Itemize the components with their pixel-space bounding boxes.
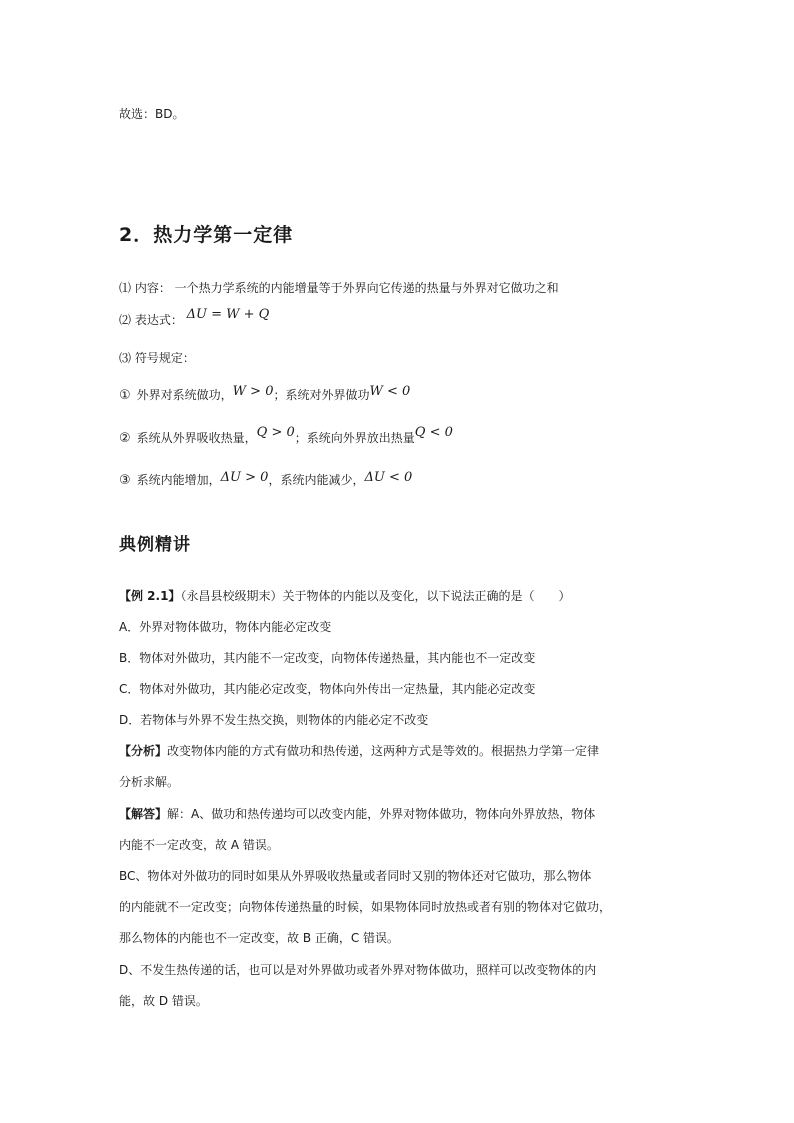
answer-line: 能，故 D 错误。 <box>119 994 208 1008</box>
formula: W < 0 <box>369 384 411 399</box>
option-a: A．外界对物体做功，物体内能必定改变 <box>119 620 332 634</box>
answer-line: 的内能就不一定改变；向物体传递热量的时候，如果物体同时放热或者有别的物体对它做功， <box>119 900 612 914</box>
option-d: D．若物体与外界不发生热交换，则物体的内能必定不改变 <box>119 713 429 727</box>
content-item <box>119 280 559 296</box>
rule-text: 系统内能增加， <box>136 473 221 487</box>
rule-text: 系统从外界吸收热量， <box>136 431 257 445</box>
analysis-line: 【分析】改变物体内能的方式有做功和热传递，这两种方式是等效的。根据热力学第一定律 <box>119 744 600 758</box>
rule-number: ② <box>119 431 131 446</box>
item-text: 一个热力学系统的内能增量等于外界向它传递的热量与外界对它做功之和 <box>174 281 559 295</box>
rule-text: ；系统向外界放出热量 <box>294 431 415 445</box>
sign-rule <box>119 472 412 489</box>
formula: Q > 0 <box>256 425 295 440</box>
answer-line: 内能不一定改变，故 A 错误。 <box>119 838 279 852</box>
sign-rule <box>119 425 453 447</box>
formula: ΔU > 0 <box>220 470 269 485</box>
expression-item <box>119 307 270 329</box>
rule-text: ，系统内能减少， <box>268 473 365 487</box>
previous-answer: 故选：BD。 <box>119 107 185 121</box>
item-label: ⑶ 符号规定： <box>119 351 195 365</box>
option-b: B．物体对外做功，其内能不一定改变，向物体传递热量，其内能也不一定改变 <box>119 651 536 665</box>
answer-line: BC、物体对外做功的同时如果从外界吸收热量或者同时又别的物体还对它做功，那么物体 <box>119 869 592 883</box>
sign-rules-item <box>119 350 195 366</box>
answer-line: 那么物体的内能也不一定改变，故 B 正确，C 错误。 <box>119 931 400 945</box>
analysis-line: 分析求解。 <box>119 775 180 789</box>
formula: ΔU = W + Q <box>186 307 270 322</box>
question-text: （永昌县校级期末）关于物体的内能以及变化，以下说法正确的是（ ） <box>180 589 571 603</box>
formula: W > 0 <box>232 384 274 399</box>
sign-rule <box>119 384 411 404</box>
rule-text: 外界对系统做功， <box>136 388 233 402</box>
section-title: 2．热力学第一定律 <box>119 224 294 246</box>
example-label: 【例 2.1】 <box>119 589 181 603</box>
rule-number: ③ <box>119 473 131 488</box>
item-label: ⑵ 表达式： <box>119 313 183 327</box>
option-c: C．物体对外做功，其内能必定改变，物体向外传出一定热量，其内能必定改变 <box>119 682 536 696</box>
answer-line: 【解答】解：A、做功和热传递均可以改变内能，外界对物体做功，物体向外界放热，物体 <box>119 807 596 821</box>
rule-number: ① <box>119 388 131 403</box>
formula: Q < 0 <box>414 425 453 440</box>
examples-title: 典例精讲 <box>119 535 191 555</box>
rule-text: ；系统对外界做功 <box>273 388 370 402</box>
example-question <box>119 588 570 604</box>
item-label: ⑴ 内容： <box>119 281 171 295</box>
answer-line: D、不发生热传递的话，也可以是对外界做功或者外界对物体做功，照样可以改变物体的内 <box>119 963 597 977</box>
answer-label: 【解答】 <box>119 807 168 821</box>
analysis-label: 【分析】 <box>119 744 168 758</box>
formula: ΔU < 0 <box>364 470 413 485</box>
